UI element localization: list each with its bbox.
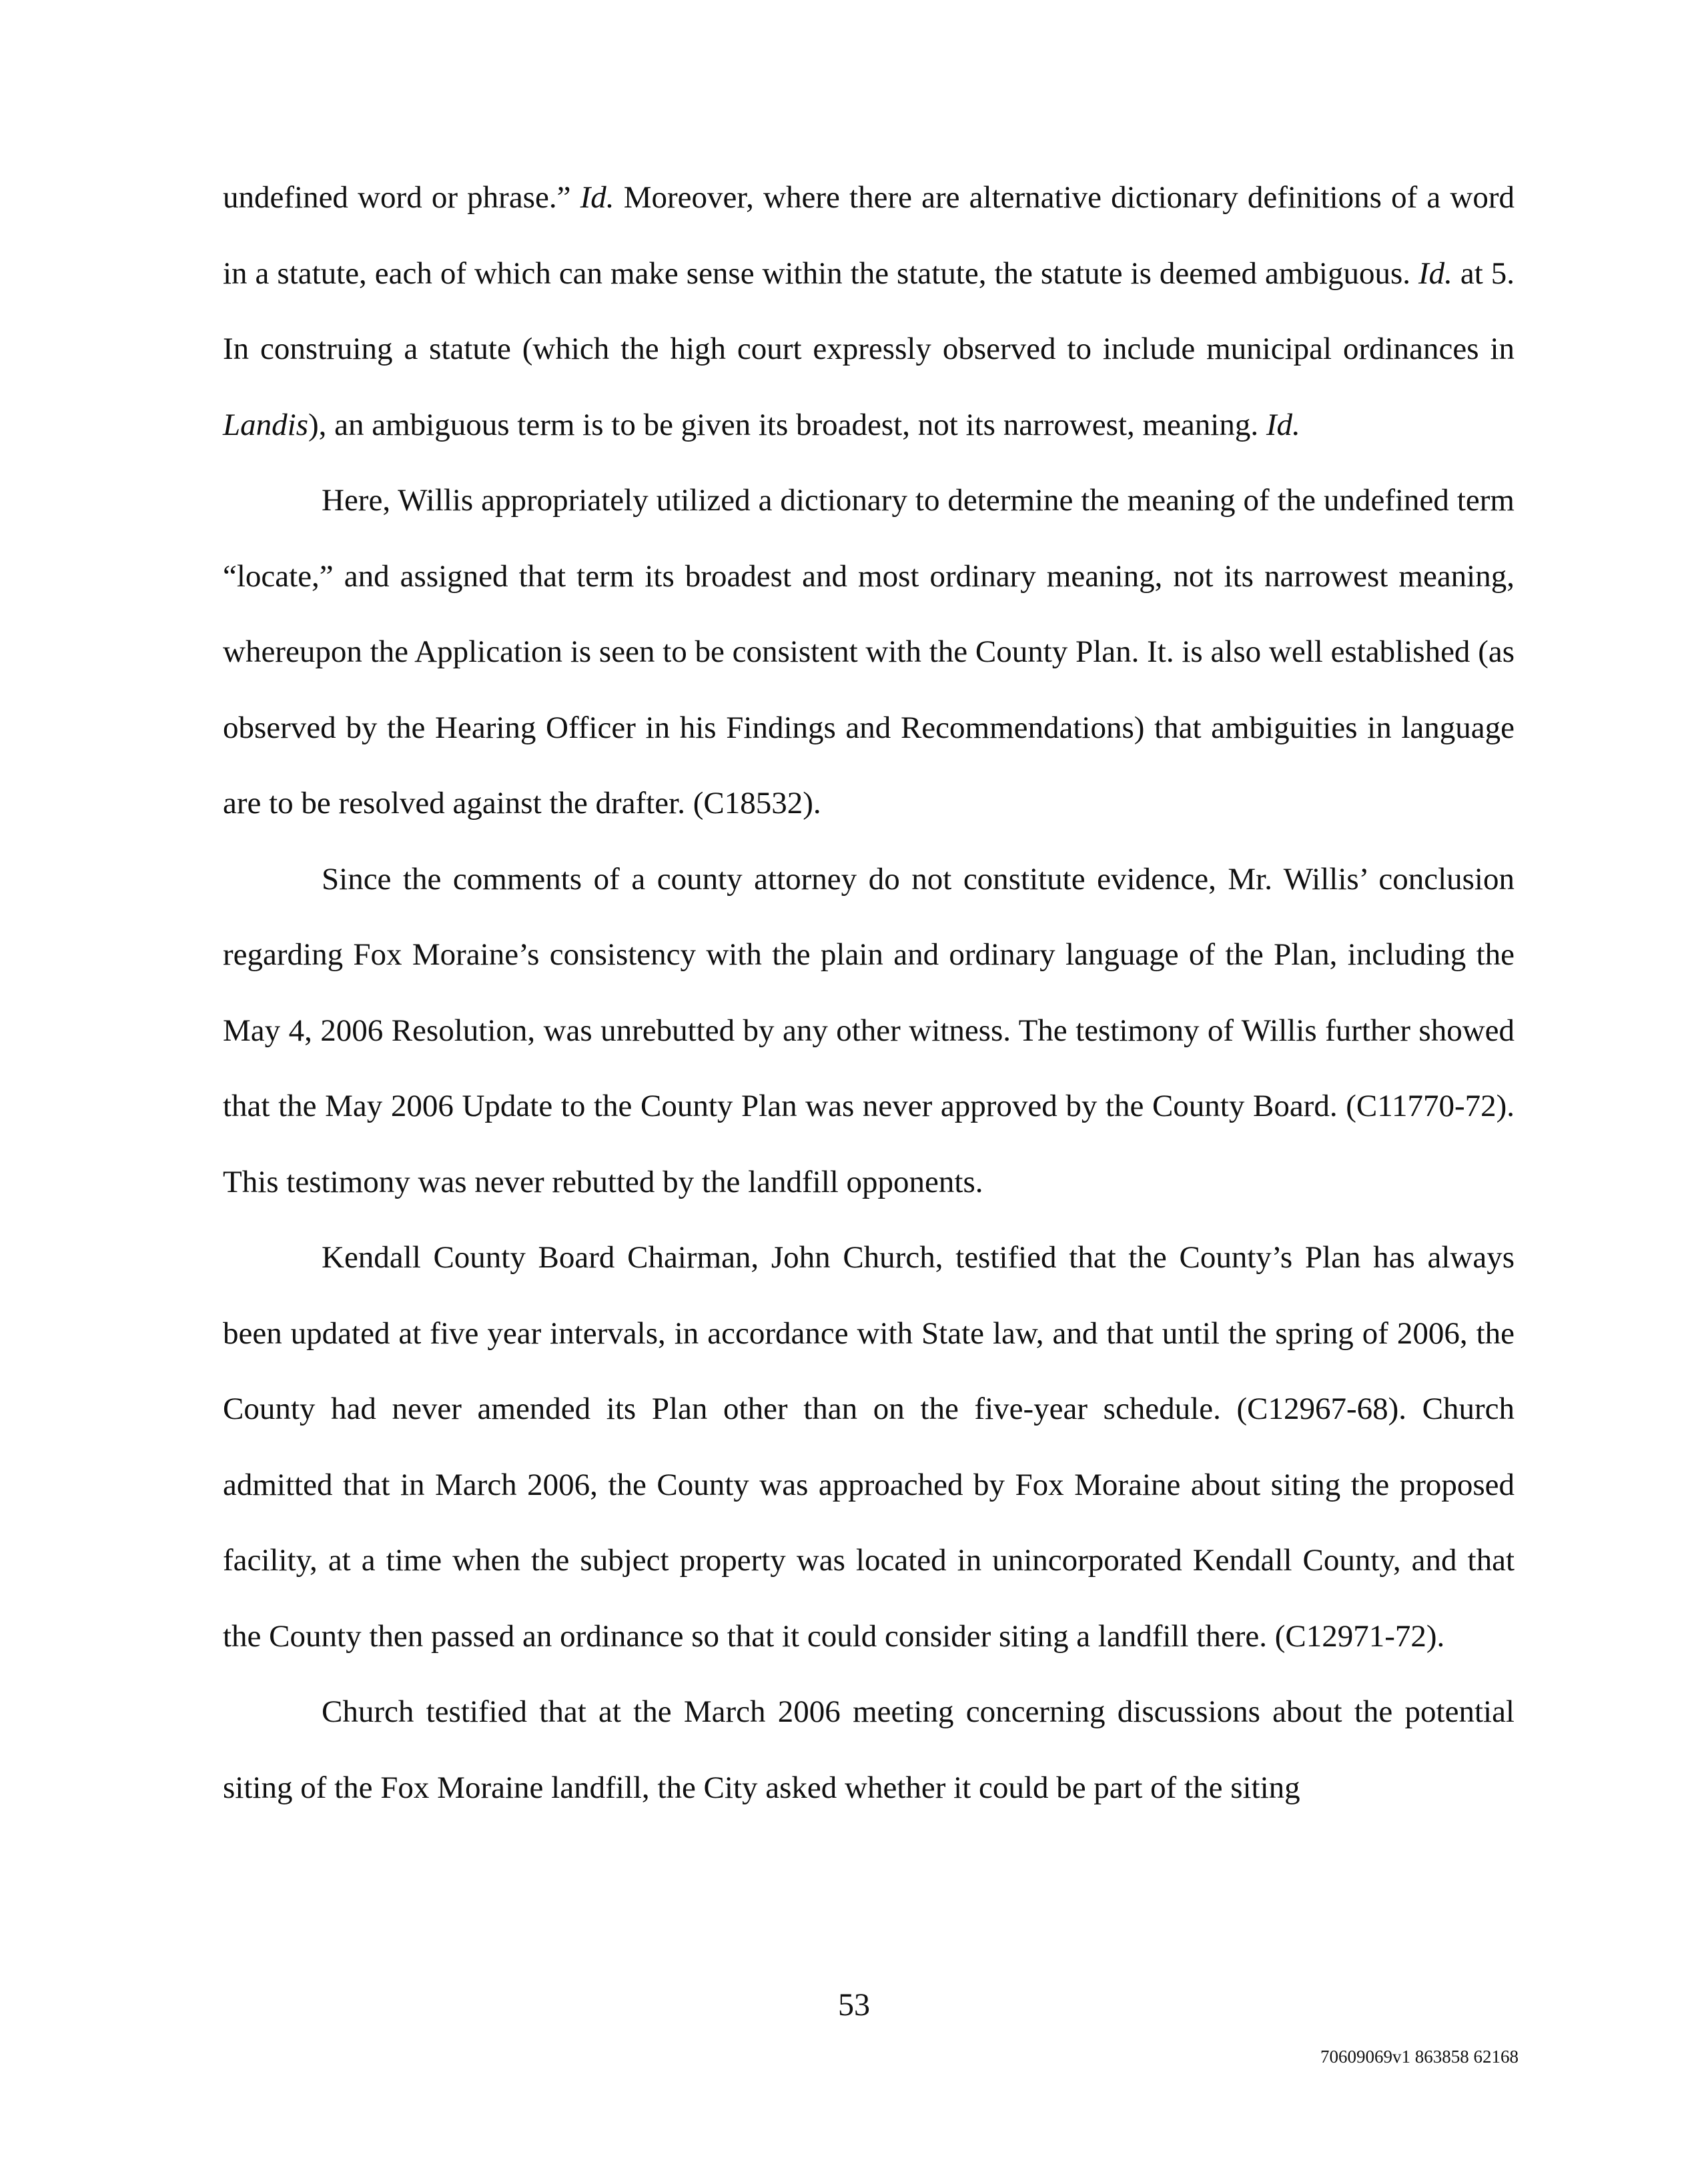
paragraph-text: Church testified that at the March 2006 meeting concerning discussions about the potential siting of the Fox Moraine landfill, the City asked whether it could be part of the siting	[223, 1694, 1515, 1805]
document-id: 70609069v1 863858 62168	[1320, 2047, 1519, 2067]
paragraph-text: Moreover, where there are alternative dictionary definitions of a word in a statute, each of which can make sense within the statute, the statute is deemed ambiguous.	[223, 180, 1515, 291]
paragraph-text: Kendall County Board Chairman, John Church, testified that the County’s Plan has always been updated at five year intervals, in accordance with State law, and that until the spring of 2006, the County had never amended its Plan other than on the five-year schedule. (C12967-68). Church admitted that in March 2006, the County was approached by Fox Moraine about siting the proposed facility, at a time when the subject property was located in unincorporated Kendall County, and that the County then passed an ordinance so that it could consider siting a landfill there. (C12971-72).	[223, 1240, 1515, 1654]
paragraph-2	[223, 463, 1515, 842]
paragraph-4	[223, 1220, 1515, 1674]
paragraph-text: Since the comments of a county attorney do not constitute evidence, Mr. Willis’ conclusion regarding Fox Moraine’s consistency with the plain and ordinary language of the Plan, including the May 4, 2006 Resolution, was unrebutted by any other witness. The testimony of Willis further showed that the May 2006 Update to the County Plan was never approved by the County Board. (C11770-72). This testimony was never rebutted by the landfill opponents.	[223, 861, 1515, 1199]
paragraph-text: undefined word or phrase.”	[223, 180, 580, 215]
citation-text: Id.	[580, 180, 614, 215]
page-number: 53	[838, 1987, 870, 2023]
citation-text: Id.	[1266, 407, 1300, 442]
paragraph-text: ), an ambiguous term is to be given its broadest, not its narrowest, meaning.	[308, 407, 1266, 442]
body-text	[223, 160, 1515, 1826]
citation-text: Id.	[1418, 255, 1452, 291]
paragraph-text: at 5. In construing a statute (which the high court expressly observed to include municipal ordinances in	[223, 255, 1515, 366]
paragraph-3	[223, 842, 1515, 1221]
citation-text: Landis	[223, 407, 308, 442]
paragraph-1	[223, 160, 1515, 463]
paragraph-text: Here, Willis appropriately utilized a dictionary to determine the meaning of the undefined term “locate,” and assigned that term its broadest and most ordinary meaning, not its narrowest meaning, whereupon the Application is seen to be consistent with the County Plan. It. is also well established (as observed by the Hearing Officer in his Findings and Recommendations) that ambiguities in language are to be resolved against the drafter. (C18532).	[223, 483, 1515, 821]
paragraph-5	[223, 1674, 1515, 1826]
